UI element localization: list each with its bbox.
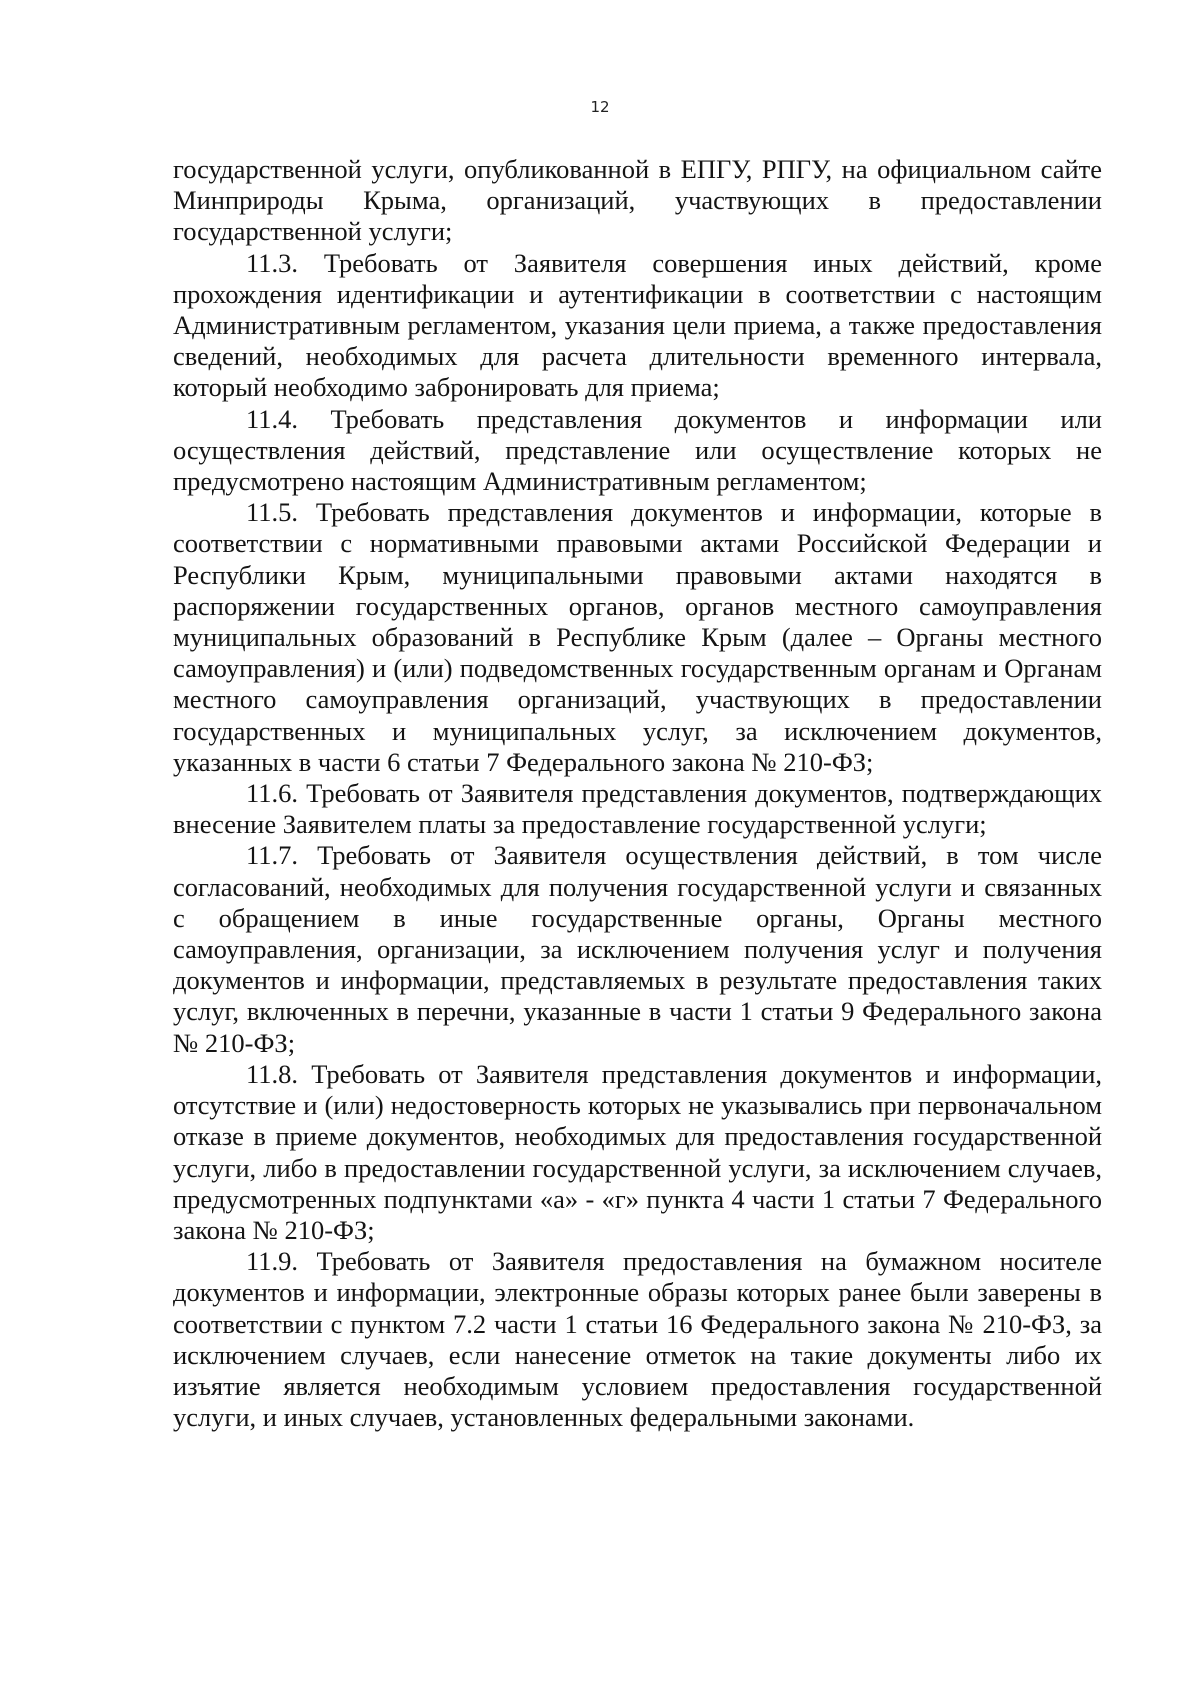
paragraph-11-9: 11.9. Требовать от Заявителя предоставления на бумажном носителе документов и информации, электронные образы которых ранее были заверены в соответствии с пунктом 7.2 части 1 статьи 16 Федерального закона № 210-ФЗ, за исключением случаев, если нанесение отметок на такие документы либо их изъятие является необходимым условием предоставления государственной услуги, и иных случаев, установленных федеральными законами. — [173, 1246, 1102, 1433]
paragraph-11-5: 11.5. Требовать представления документов и информации, которые в соответствии с нормативными правовыми актами Российской Федерации и Республики Крым, муниципальными правовыми актами находятся в распоряжении государственных органов, органов местного самоуправления муниципальных образований в Республике Крым (далее – Органы местного самоуправления) и (или) подведомственных государственным органам и Органам местного самоуправления организаций, участвующих в предоставлении государственных и муниципальных услуг, за исключением документов, указанных в части 6 статьи 7 Федерального закона № 210-ФЗ; — [173, 497, 1102, 777]
page-number: 12 — [590, 98, 610, 116]
paragraph-11-6: 11.6. Требовать от Заявителя представления документов, подтверждающих внесение Заявителем платы за предоставление государственной услуги; — [173, 778, 1102, 840]
paragraph-11-4: 11.4. Требовать представления документов и информации или осуществления действий, представление или осуществление которых не предусмотрено настоящим Административным регламентом; — [173, 403, 1102, 497]
document-body — [173, 154, 1102, 1433]
paragraph-continuation: государственной услуги, опубликованной в ЕПГУ, РПГУ, на официальном сайте Минприроды Крыма, организаций, участвующих в предоставлении государственной услуги; — [173, 154, 1102, 247]
paragraph-11-3: 11.3. Требовать от Заявителя совершения иных действий, кроме прохождения идентификации и аутентификации в соответствии с настоящим Административным регламентом, указания цели приема, а также предоставления сведений, необходимых для расчета длительности временного интервала, который необходимо забронировать для приема; — [173, 247, 1102, 403]
paragraph-11-8: 11.8. Требовать от Заявителя представления документов и информации, отсутствие и (или) недостоверность которых не указывались при первоначальном отказе в приеме документов, необходимых для предоставления государственной услуги, либо в предоставлении государственной услуги, за исключением случаев, предусмотренных подпунктами «а» - «г» пункта 4 части 1 статьи 7 Федерального закона № 210-ФЗ; — [173, 1058, 1102, 1245]
paragraph-11-7: 11.7. Требовать от Заявителя осуществления действий, в том числе согласований, необходимых для получения государственной услуги и связанных с обращением в иные государственные органы, Органы местного самоуправления, организации, за исключением получения услуг и получения документов и информации, представляемых в результате предоставления таких услуг, включенных в перечни, указанные в части 1 статьи 9 Федерального закона № 210-ФЗ; — [173, 840, 1102, 1058]
